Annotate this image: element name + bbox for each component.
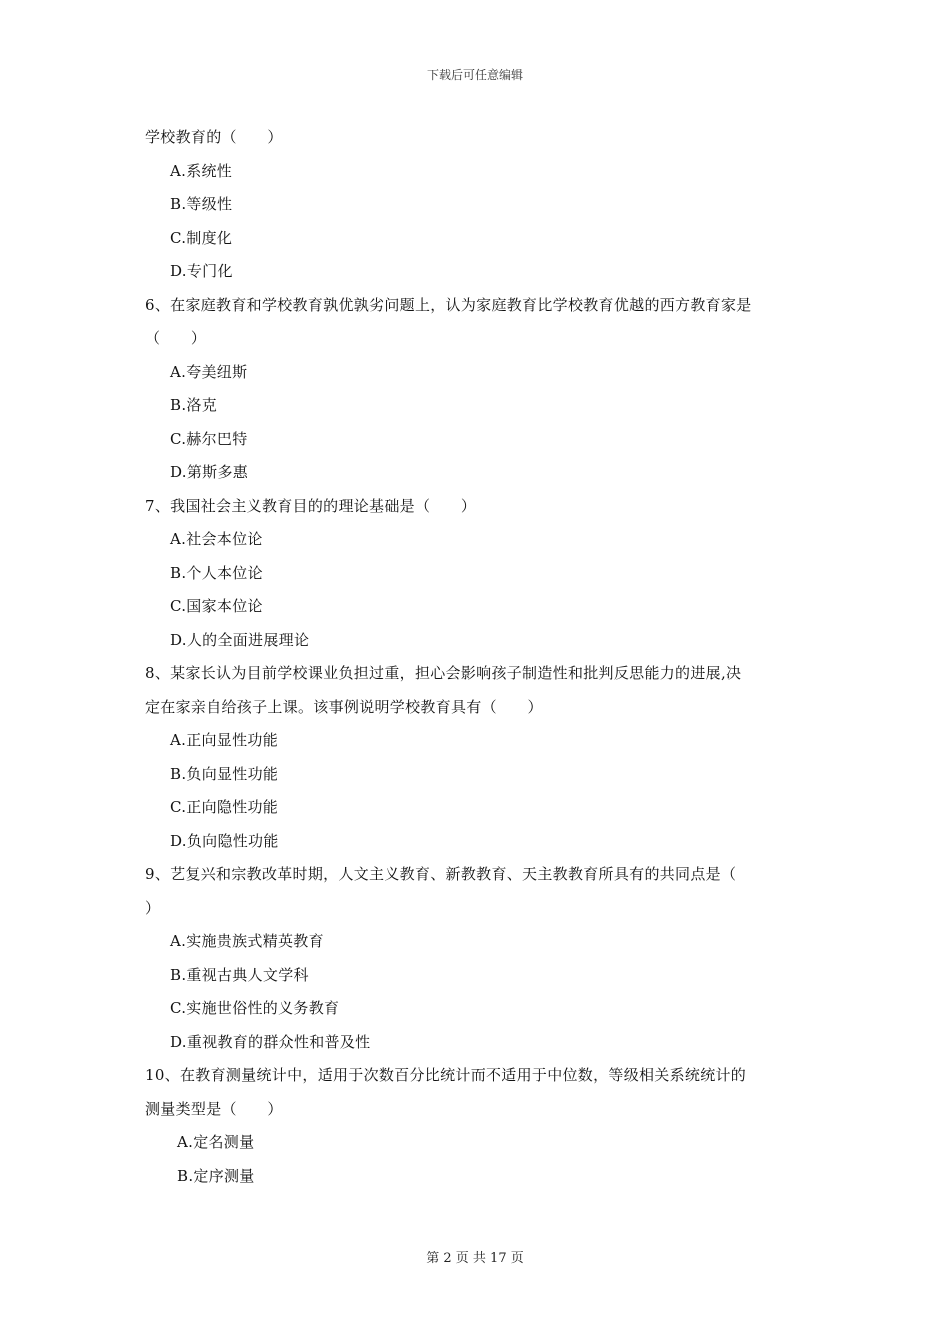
question-6-option-d: D.第斯多惠	[170, 463, 249, 481]
question-7-stem: 7、我国社会主义教育目的的理论基础是（ ）	[145, 496, 477, 515]
question-9-option-b: B.重视古典人文学科	[170, 965, 309, 984]
question-10-option-b: B.定序测量	[177, 1166, 255, 1185]
question-8-option-c: C.正向隐性功能	[170, 798, 279, 816]
question-5-option-b: B.等级性	[170, 195, 233, 213]
question-6-stem: 6、在家庭教育和学校教育孰优孰劣问题上，认为家庭教育比学校教育优越的西方教育家是	[145, 295, 752, 314]
question-5-option-a: A.系统性	[170, 161, 233, 180]
question-9-option-d: D.重视教育的群众性和普及性	[170, 1032, 371, 1051]
question-5-option-d: D.专门化	[170, 262, 233, 280]
question-5-option-c: C.制度化	[170, 228, 233, 247]
question-10-option-a: A.定名测量	[177, 1133, 255, 1151]
question-6-option-b: B.洛克	[170, 396, 217, 414]
question-8-stem: 8、某家长认为目前学校课业负担过重，担心会影响孩子制造性和批判反思能力的进展,决	[145, 664, 742, 682]
question-5-stem: 学校教育的（ ）	[145, 128, 283, 146]
question-10-stem-continued: 测量类型是（ ）	[145, 1099, 283, 1118]
question-9-option-a: A.实施贵族式精英教育	[170, 932, 324, 950]
question-7-option-a: A.社会本位论	[170, 530, 263, 548]
question-9-stem: 9、艺复兴和宗教改革时期，人文主义教育、新教教育、天主教教育所具有的共同点是（	[145, 865, 737, 883]
page-number-footer: 第 2 页 共 17 页	[426, 1251, 524, 1266]
question-8-option-b: B.负向显性功能	[170, 764, 279, 783]
question-7-option-d: D.人的全面进展理论	[170, 630, 310, 649]
question-6-stem-continued: （ ）	[145, 329, 207, 347]
question-10-stem: 10、在教育测量统计中，适用于次数百分比统计而不适用于中位数，等级相关系统统计的	[145, 1066, 747, 1084]
question-7-option-b: B.个人本位论	[170, 563, 263, 582]
page-header: 下载后可任意编辑	[426, 68, 523, 82]
question-8-option-a: A.正向显性功能	[170, 731, 279, 749]
question-7-option-c: C.国家本位论	[170, 597, 263, 615]
question-8-option-d: D.负向隐性功能	[170, 831, 279, 850]
question-9-option-c: C.实施世俗性的义务教育	[170, 999, 340, 1017]
question-8-stem-continued: 定在家亲自给孩子上课。该事例说明学校教育具有（ ）	[145, 697, 543, 716]
document-body	[145, 124, 825, 1196]
question-6-option-a: A.夸美纽斯	[170, 362, 248, 381]
question-9-stem-continued: ）	[145, 898, 161, 917]
question-6-option-c: C.赫尔巴特	[170, 429, 248, 448]
